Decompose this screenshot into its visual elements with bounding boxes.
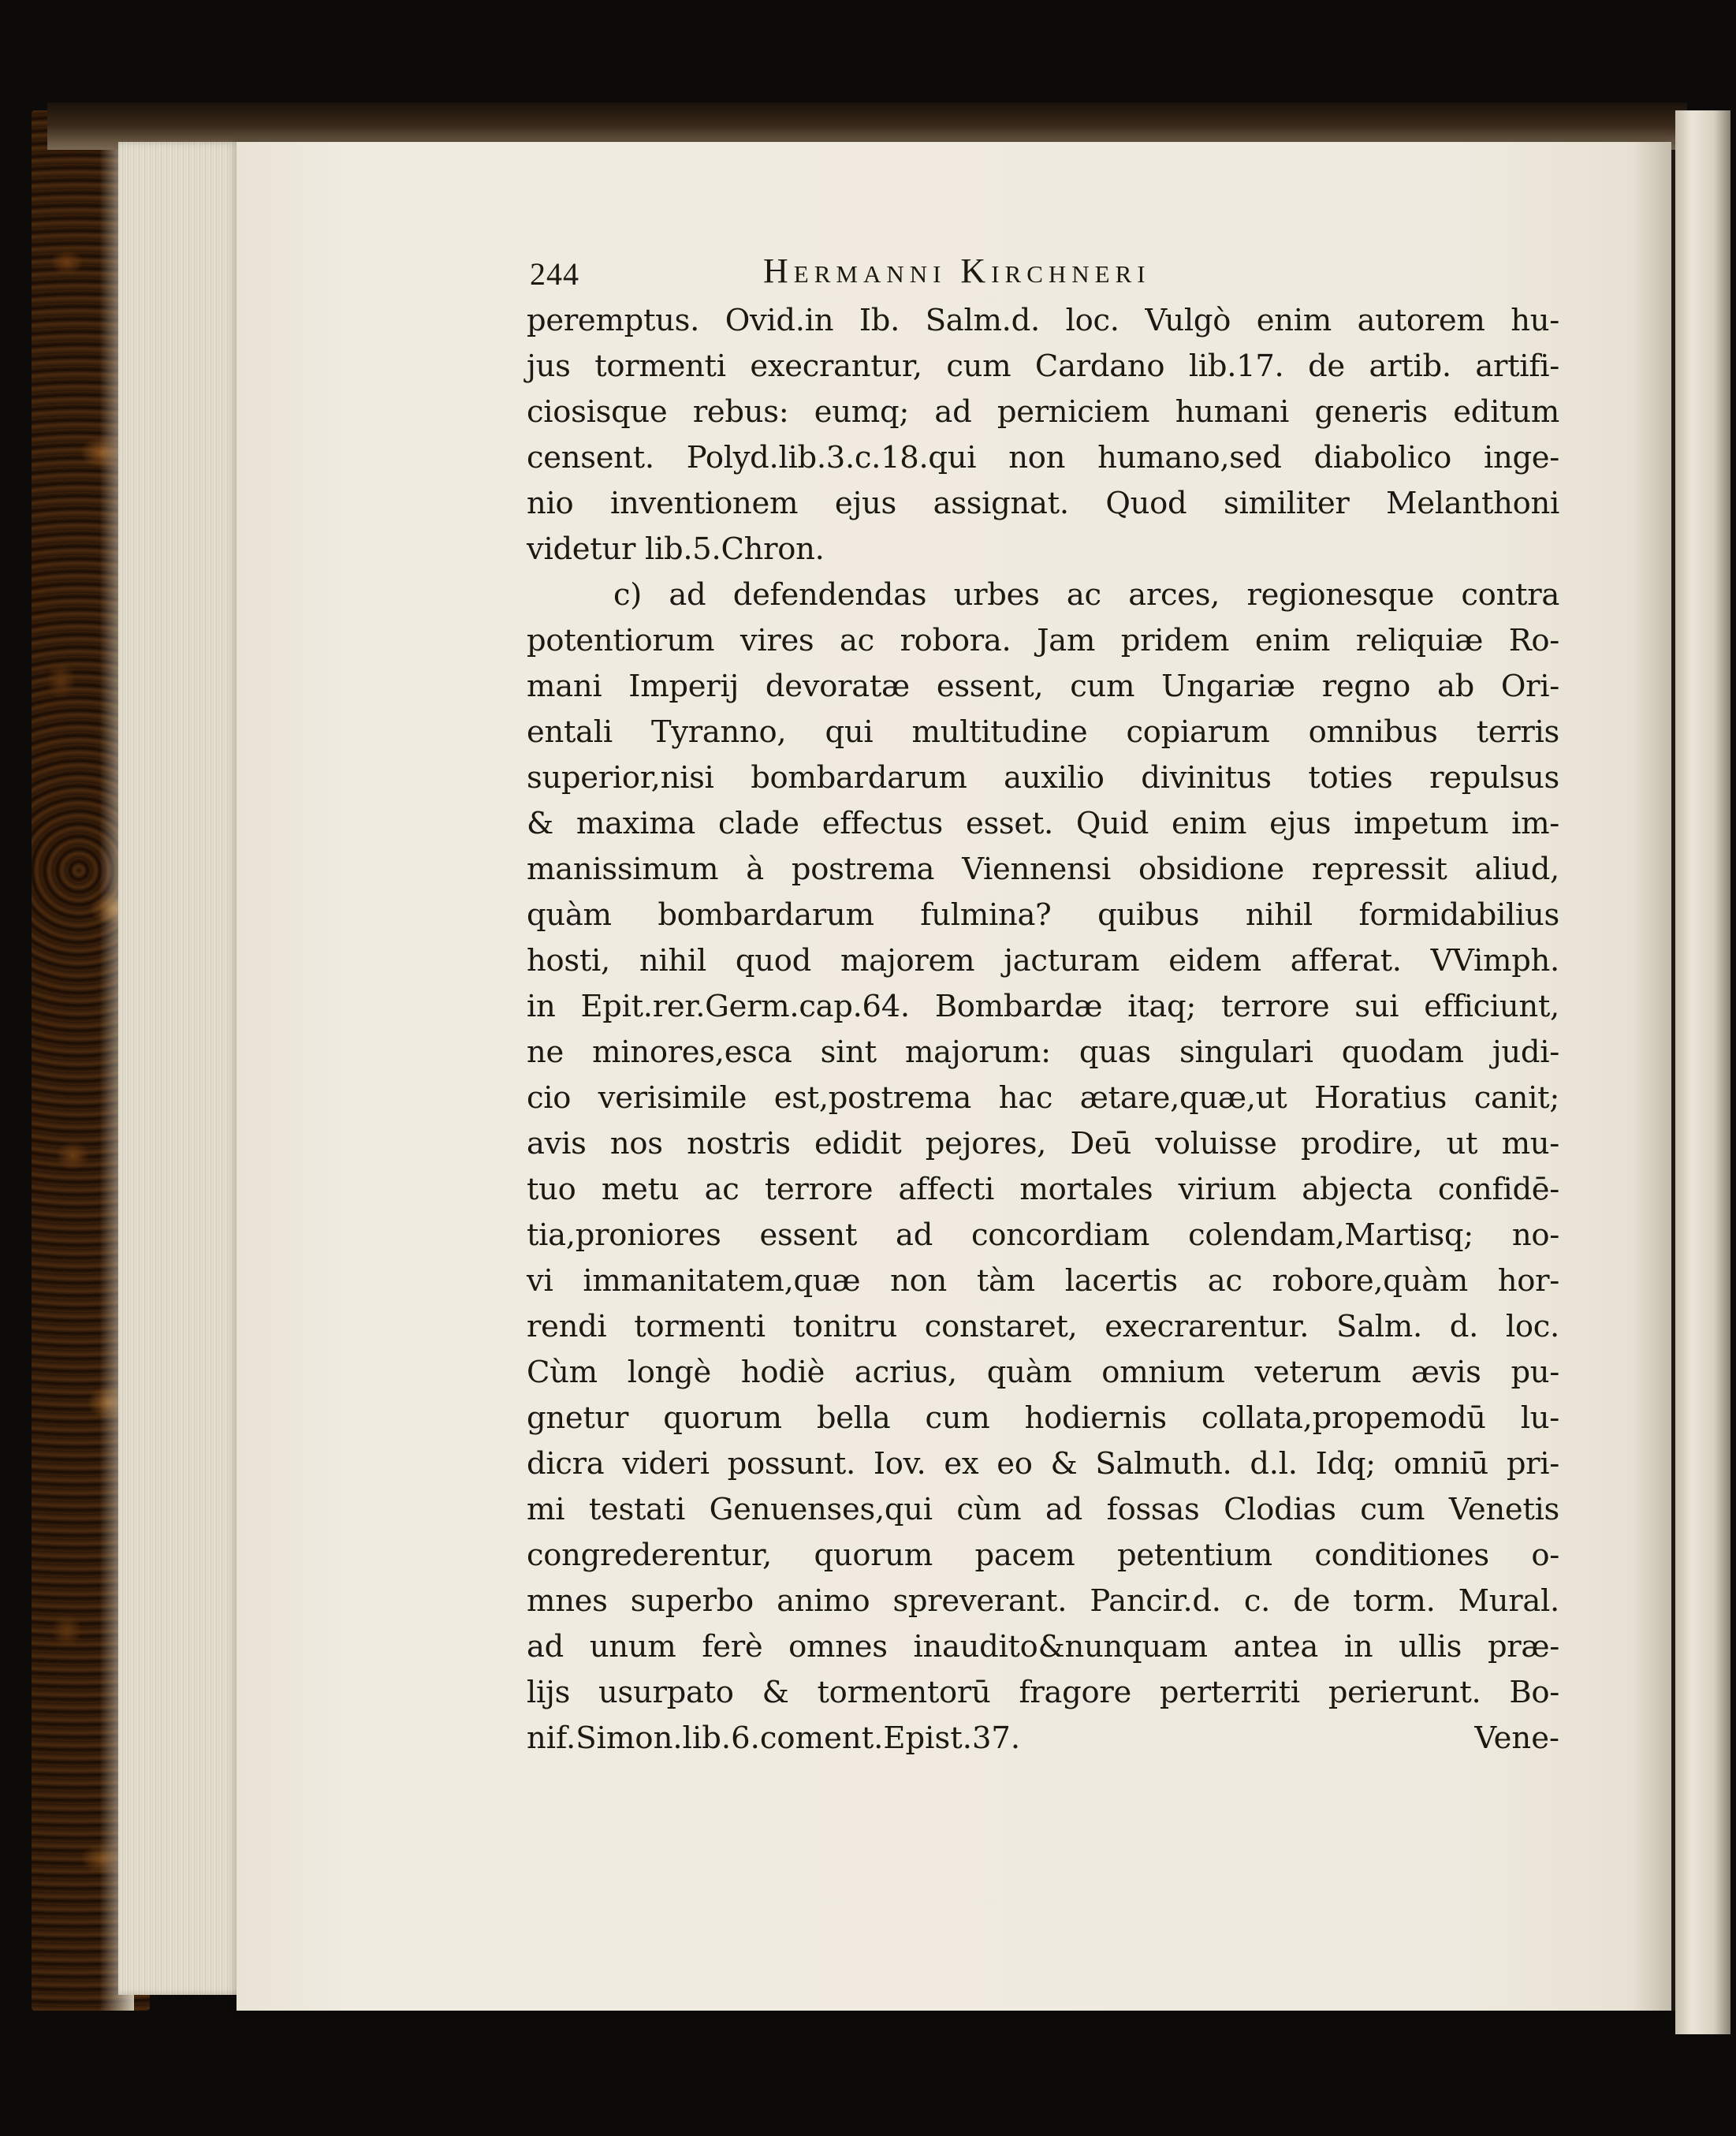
text-line: censent. Polyd.lib.3.c.18.qui non humano,sed diabolico inge- <box>527 440 1559 475</box>
text-line: Cùm longè hodiè acrius, quàm omnium veterum ævis pu- <box>527 1355 1559 1390</box>
text-line: videtur lib.5.Chron. <box>527 531 825 567</box>
text-block <box>527 251 1559 1761</box>
text-line: dicra videri possunt. Iov. ex eo & Salmuth. d.l. Idq; omniū pri- <box>527 1446 1559 1482</box>
text-line: congrederentur, quorum pacem petentium conditiones o- <box>527 1538 1559 1573</box>
facing-page-edge <box>1675 110 1730 2034</box>
text-line: cio verisimile est,postrema hac ætare,quæ,ut Horatius canit; <box>527 1080 1559 1116</box>
catchword: Vene- <box>1474 1720 1559 1756</box>
text-line: in Epit.rer.Germ.cap.64. Bombardæ itaq; terrore sui efficiunt, <box>527 989 1559 1024</box>
running-title: Hermanni Kirchneri <box>763 252 1151 290</box>
text-line: superior,nisi bombardarum auxilio divinitus toties repulsus <box>527 760 1559 796</box>
text-line: mnes superbo animo spreverant. Pancir.d. c. de torm. Mural. <box>527 1583 1559 1619</box>
text-line: lijs usurpato & tormentorū fragore perterriti perierunt. Bo- <box>527 1675 1559 1710</box>
text-line: vi immanitatem,quæ non tàm lacertis ac robore,quàm hor- <box>527 1263 1559 1299</box>
text-line: potentiorum vires ac robora. Jam pridem enim reliquiæ Ro- <box>527 623 1559 658</box>
text-line: & maxima clade effectus esset. Quid enim ejus impetum im- <box>527 806 1559 841</box>
text-line: jus tormenti execrantur, cum Cardano lib.17. de artib. artifi- <box>527 349 1559 384</box>
page-edges <box>118 142 256 1995</box>
text-line: entali Tyranno, qui multitudine copiarum omnibus terris <box>527 714 1559 750</box>
text-line: peremptus. Ovid.in Ib. Salm.d. loc. Vulgò enim autorem hu- <box>527 303 1559 338</box>
text-line: avis nos nostris edidit pejores, Deū voluisse prodire, ut mu- <box>527 1126 1559 1161</box>
text-line: c) ad defendendas urbes ac arces, regionesque contra <box>613 577 1559 613</box>
last-line <box>527 1716 1559 1761</box>
text-line: manissimum à postrema Viennensi obsidione repressit aliud, <box>527 852 1559 887</box>
running-head <box>527 251 1559 298</box>
page-number: 244 <box>530 256 579 292</box>
text-line: rendi tormenti tonitru constaret, execrarentur. Salm. d. loc. <box>527 1309 1559 1344</box>
text-line: tuo metu ac terrore affecti mortales virium abjecta confidē- <box>527 1172 1559 1207</box>
gutter-shadow <box>1632 142 1675 2011</box>
text-line: mi testati Genuenses,qui cùm ad fossas Clodias cum Venetis <box>527 1492 1559 1527</box>
text-line: tia,proniores essent ad concordiam colendam,Martisq; no- <box>527 1217 1559 1253</box>
citation-line: nif.Simon.lib.6.coment.Epist.37. <box>527 1720 1021 1756</box>
text-line: ne minores,esca sint majorum: quas singulari quodam judi- <box>527 1034 1559 1070</box>
text-line: mani Imperij devoratæ essent, cum Ungariæ regno ab Ori- <box>527 669 1559 704</box>
text-line: quàm bombardarum fulmina? quibus nihil formidabilius <box>527 897 1559 933</box>
text-line: hosti, nihil quod majorem jacturam eidem afferat. VVimph. <box>527 943 1559 979</box>
text-line: nio inventionem ejus assignat. Quod similiter Melanthoni <box>527 486 1559 521</box>
text-line: ad unum ferè omnes inaudito&nunquam antea in ullis præ- <box>527 1629 1559 1664</box>
text-line: gnetur quorum bella cum hodiernis collata,propemodū lu- <box>527 1400 1559 1436</box>
text-line: ciosisque rebus: eumq; ad perniciem humani generis editum <box>527 394 1559 430</box>
